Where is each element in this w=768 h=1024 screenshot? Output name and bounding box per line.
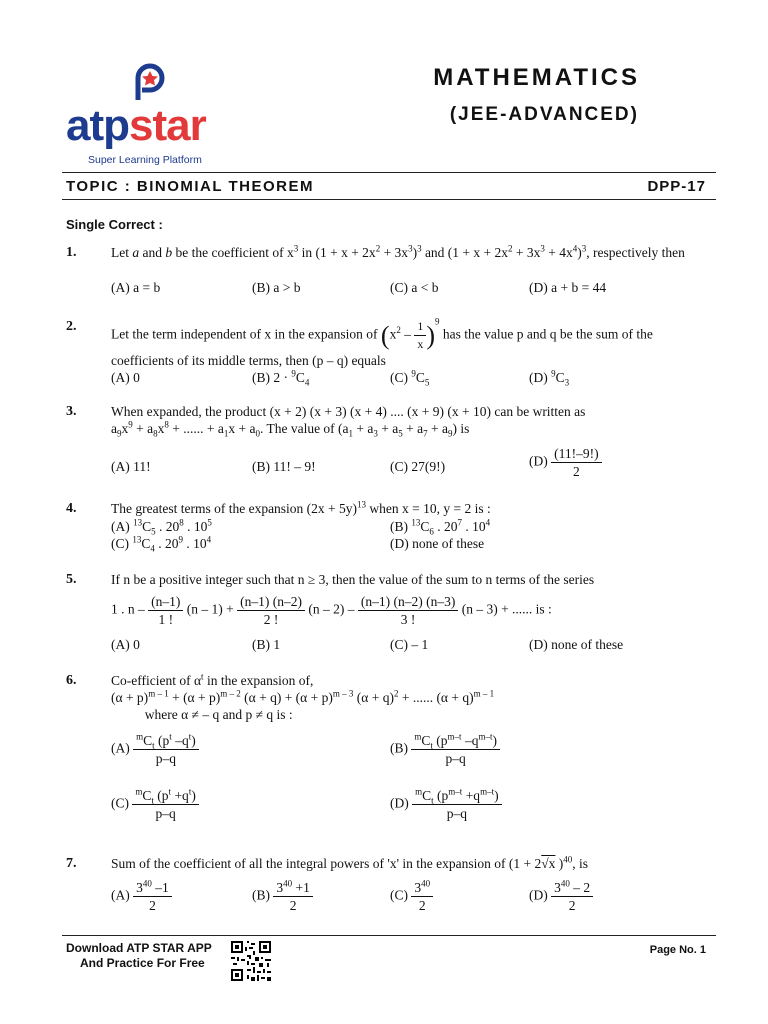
topic-rule bbox=[62, 199, 716, 200]
option-c[interactable]: (C) $^9C_5$ bbox=[390, 368, 430, 388]
logo-brand-b: star bbox=[129, 101, 206, 150]
page-number: Page No. 1 bbox=[649, 944, 706, 956]
question-number: 5. bbox=[66, 572, 77, 587]
option-a[interactable]: (A) 0 bbox=[111, 370, 140, 385]
options-row1 bbox=[111, 732, 711, 774]
option-a[interactable]: (A) $\frac{^mC_t (p^t -q^t)}{p-q}$ bbox=[111, 732, 199, 767]
option-c[interactable]: (C) a < b bbox=[390, 280, 439, 295]
option-d[interactable]: (D) a + b = 44 bbox=[529, 280, 607, 295]
question-text: The greatest terms of the expansion $(2x + 5y)^{13}$ when x = 10, y = 2 is : bbox=[111, 499, 491, 516]
question-number: 2. bbox=[66, 319, 77, 334]
question-text: Let a and b be the coefficient of $x^3$ in $(1 + x + 2x^2 + 3x^3)^3$ and $(1 + x + 2x^2 + 3x^3 + 4x^4)^3$, respectively then bbox=[111, 243, 685, 260]
question-text: Co-efficient of $\alpha^t$ in the expansion of, $(\alpha + p)^{m - 1} + (\alpha + p)^{m - 2}$ $(\alpha + q) + (\alpha + p)^{m - 3}$ $(\alpha + q)^2$ + ...... $(\alpha + q)^{m - 1}$ where α ≠ – q and p ≠ q is : bbox=[111, 671, 495, 722]
option-d[interactable]: (D) $\frac{(11!-9!)}{2}$ bbox=[529, 445, 602, 480]
options bbox=[111, 369, 711, 386]
dpp-number: DPP-17 bbox=[647, 178, 706, 195]
exam-title: (JEE-ADVANCED) bbox=[449, 104, 639, 125]
option-d[interactable]: (D) $\frac{^mC_t (p^{m-t} +q^{m-t})}{p-q}$ bbox=[390, 787, 502, 822]
atpstar-logo bbox=[66, 62, 256, 172]
options-row1 bbox=[111, 518, 711, 535]
download-line-2: And Practice For Free bbox=[80, 956, 205, 970]
option-a[interactable]: (A) 11! bbox=[111, 459, 151, 474]
option-c[interactable]: (C) $^{13}C_4$ . $20^9$ . $10^4$ bbox=[111, 534, 212, 554]
option-c[interactable]: (C) $\frac{^mC_t (p^t +q^t)}{p-q}$ bbox=[111, 787, 199, 822]
question-number: 7. bbox=[66, 856, 77, 871]
options bbox=[111, 636, 711, 653]
options-row2 bbox=[111, 787, 711, 829]
option-c[interactable]: (C) 27(9!) bbox=[390, 459, 446, 474]
option-b[interactable]: (B) $2 \cdot ^9C_4$ bbox=[252, 368, 310, 388]
question-number: 6. bbox=[66, 673, 77, 688]
top-rule bbox=[62, 172, 716, 173]
option-c[interactable]: (C) – 1 bbox=[390, 637, 429, 652]
options bbox=[111, 446, 711, 479]
subject-title: MATHEMATICS bbox=[433, 64, 640, 91]
question-text-cont: coefficients of its middle terms, then (p – q) equals bbox=[111, 353, 386, 368]
option-a[interactable]: (A) a = b bbox=[111, 280, 161, 295]
logo-tagline: Super Learning Platform bbox=[88, 154, 202, 166]
star-pin-icon bbox=[132, 62, 168, 102]
option-d[interactable]: (D) $^9C_3$ bbox=[529, 368, 570, 388]
qr-code-icon[interactable] bbox=[229, 939, 273, 983]
question-text: If n be a positive integer such that n ≥ 3, then the value of the sum to n terms of the series bbox=[111, 572, 595, 587]
footer-rule bbox=[62, 935, 716, 936]
download-line-1: Download ATP STAR APP bbox=[66, 941, 212, 955]
option-d[interactable]: (D) $\frac{3^{40} - 2}{2}$ bbox=[529, 879, 593, 914]
question-text: Let the term independent of x in the expansion of ($x^2$ – $\frac{1}{x}$ )$^9$ has the value p and q be the sum of the bbox=[111, 316, 653, 351]
option-c[interactable]: (C) $\frac{3^{40}}{2}$ bbox=[390, 879, 433, 914]
options-row2 bbox=[111, 535, 711, 552]
option-b[interactable]: (B) 11! – 9! bbox=[252, 459, 316, 474]
option-b[interactable]: (B) $\frac{3^{40} +1}{2}$ bbox=[252, 879, 313, 914]
option-b[interactable]: (B) a > b bbox=[252, 280, 301, 295]
logo-wordmark bbox=[66, 101, 206, 150]
options bbox=[111, 279, 711, 296]
options bbox=[111, 879, 711, 917]
option-a[interactable]: (A) $\frac{3^{40} -1}{2}$ bbox=[111, 879, 172, 914]
question-text: Sum of the coefficient of all the integral powers of 'x' in the expansion of (1 + 2√x )$^{40}$, is bbox=[111, 854, 589, 871]
question-text: When expanded, the product (x + 2) (x + 3) (x + 4) .... (x + 9) (x + 10) can be written as $a_9x^9 + a_8x^8$ + ...... + $a_1x + a_0$. The value of $(a_1 + a_3 + a_5 + a_7 + a_9)$ is bbox=[111, 404, 586, 439]
option-b[interactable]: (B) $^{13}C_6$ . $20^7$ . $10^4$ bbox=[390, 517, 491, 537]
option-a[interactable]: (A) 0 bbox=[111, 637, 140, 652]
question-number: 4. bbox=[66, 501, 77, 516]
question-number: 3. bbox=[66, 404, 77, 419]
option-b[interactable]: (B) $\frac{^mC_t (p^{m-t} -q^{m-t})}{p-q}$ bbox=[390, 732, 500, 767]
series-expression: 1 . n – $\frac{(n-1)}{1 !}$ (n – 1) + $\frac{(n-1) (n-2)}{2 !}$ (n – 2) – $\frac{(n-1) (n-2) (n-3)}{3 !}$ (n – 3) + ...... is : bbox=[111, 594, 552, 627]
option-b[interactable]: (B) 1 bbox=[252, 637, 281, 652]
option-d[interactable]: (D) none of these bbox=[529, 637, 624, 652]
option-d[interactable]: (D) none of these bbox=[390, 536, 485, 551]
logo-brand-a: atp bbox=[66, 101, 129, 150]
topic-heading: TOPIC : BINOMIAL THEOREM bbox=[66, 178, 314, 195]
option-a[interactable]: (A) $^{13}C_5$ . $20^8$ . $10^5$ bbox=[111, 517, 212, 537]
section-label: Single Correct : bbox=[66, 217, 163, 232]
question-number: 1. bbox=[66, 245, 77, 260]
